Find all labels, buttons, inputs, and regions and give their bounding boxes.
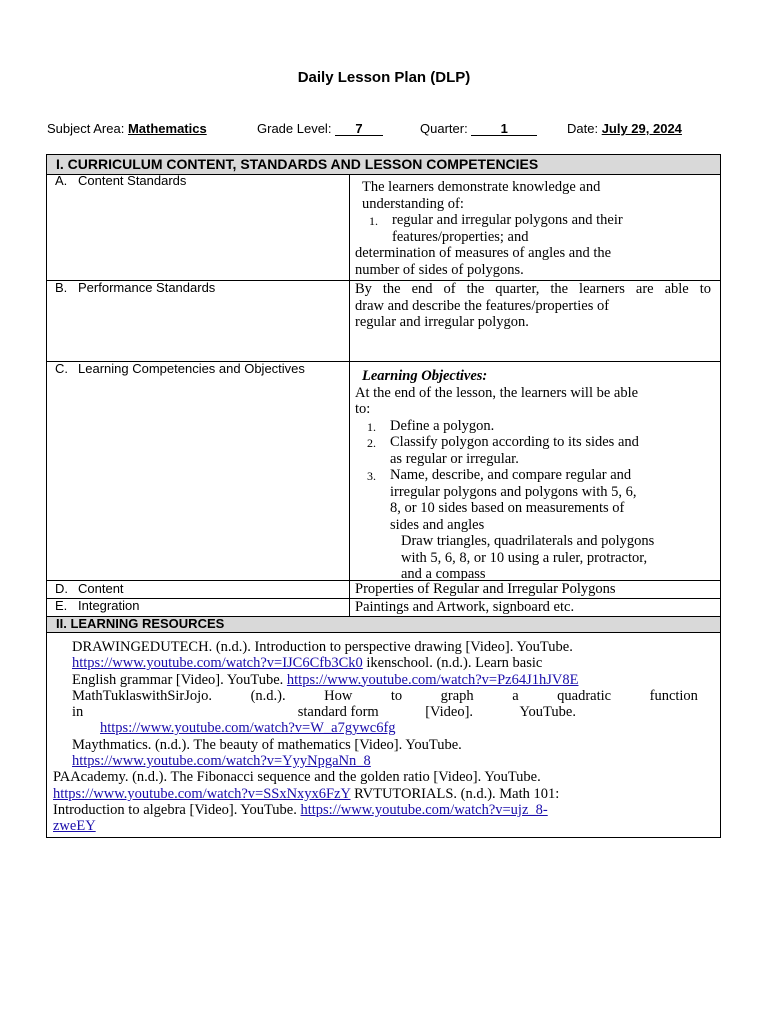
resource-3-link[interactable]: https://www.youtube.com/watch?v=W_a7gywc6fg (100, 720, 396, 737)
performance-standards-label: B. Performance Standards (55, 280, 216, 295)
section-1-heading: I. CURRICULUM CONTENT, STANDARDS AND LESSON COMPETENCIES (56, 156, 539, 172)
resource-4-link[interactable]: https://www.youtube.com/watch?v=YyyNpgaNn_8 (72, 753, 371, 770)
resource-6-link[interactable]: https://www.youtube.com/watch?v=ujz_8- (300, 801, 548, 818)
integration-label: E. Integration (55, 598, 140, 613)
grade-value: 7 (335, 122, 383, 136)
integration-value: Paintings and Artwork, signboard etc. (355, 599, 575, 615)
resource-5-link[interactable]: https://www.youtube.com/watch?v=SSxNxyx6FzY (53, 785, 351, 802)
resource-5: PAAcademy. (n.d.). The Fibonacci sequence and the golden ratio [Video]. YouTube. (53, 769, 541, 786)
objectives-heading: Learning Objectives: (362, 368, 488, 384)
quarter-label: Quarter: (420, 121, 472, 136)
resource-1: DRAWINGEDUTECH. (n.d.). Introduction to perspective drawing [Video]. YouTube. (72, 639, 573, 655)
divider (47, 632, 720, 633)
lesson-date (567, 121, 682, 136)
learning-resources-list: DRAWINGEDUTECH. (n.d.). Introduction to perspective drawing [Video]. YouTube. https://www.youtube.com/watch?v=IJC6Cfb3Ck0 ikenschool. (n.d.). Learn basic English grammar [Video]. YouTube. https://www.youtube.com/watch?v=Pz64J1hJV8E MathTuklaswithSirJojo. (n.d.). How to graph a quadratic function in standard form [Video]. YouTube. https://www.youtube.com/watch?v=W_a7gywc6fg Maythmatics. (n.d.). The beauty of mathematics [Video]. YouTube. https://www.youtube.com/watch?v=YyyNpgaNn_8 PAAcademy. (n.d.). The Fibonacci sequence and the golden ratio [Video]. YouTube. https://www.youtube.com/watch?v=SSxNxyx6FzY RVTUTORIALS. (n.d.). Math 101: Introduction to algebra [Video]. YouTube. https://www.youtube.com/watch?v=ujz_8- zweEY (53, 639, 717, 835)
resource-6-link-continued[interactable]: zweEY (53, 818, 96, 835)
document-title: Daily Lesson Plan (DLP) (297, 69, 471, 86)
content-value: Properties of Regular and Irregular Polygons (355, 581, 616, 597)
resource-2: ikenschool. (n.d.). Learn basic (362, 655, 543, 672)
lesson-plan-table (46, 154, 721, 838)
grade-label: Grade Level: (257, 121, 336, 136)
resource-6: RVTUTORIALS. (n.d.). Math 101: (350, 785, 560, 802)
resource-1-link[interactable]: https://www.youtube.com/watch?v=IJC6Cfb3Ck0 (72, 655, 363, 672)
objective-4: Draw triangles, quadrilaterals and polygons (401, 533, 655, 549)
objective-1: 1. Define a polygon. (367, 417, 495, 434)
subject-label: Subject Area: (47, 121, 128, 136)
date-label: Date: (567, 121, 602, 136)
quarter (420, 121, 537, 136)
section-2-heading: II. LEARNING RESOURCES (56, 616, 225, 631)
objective-2: 2. Classify polygon according to its sides and (367, 434, 639, 450)
subject-value: Mathematics (127, 121, 207, 136)
competencies-label: C. Learning Competencies and Objectives (55, 361, 305, 376)
objective-3: 3. Name, describe, and compare regular and (367, 467, 632, 483)
content-standards-label: A. Content Standards (55, 173, 187, 188)
grade-level (257, 121, 383, 136)
resource-2-link[interactable]: https://www.youtube.com/watch?v=Pz64J1hJV8E (286, 671, 579, 688)
resource-3: MathTuklaswithSirJojo. (n.d.). How to graph a quadratic function (72, 687, 698, 704)
column-divider (349, 174, 350, 619)
resource-4: Maythmatics. (n.d.). The beauty of mathematics [Video]. YouTube. (72, 736, 462, 753)
content-standards-text: The learners demonstrate knowledge and understanding of: 1. regular and irregular polygons and their features/properties; and determination of measures of angles and the number of sides of polygons. (355, 179, 623, 278)
date-value: July 29, 2024 (601, 121, 682, 136)
content-label: D. Content (55, 581, 124, 596)
quarter-value: 1 (471, 122, 537, 136)
subject-area (47, 121, 207, 136)
lesson-meta (47, 121, 727, 137)
learning-objectives: Learning Objectives: At the end of the lesson, the learners will be able to: 1. Define a polygon. 2. Classify polygon according to its sides and as regular or irregular. 3. Name, describe, and compare regular and irregular polygons and polygons with 5, 6, 8, or 10 sides based on measurements of sides and angles Draw triangles, quadrilaterals and polygons with 5, 6, 8, or 10 using a ruler, protractor, and a compass (355, 368, 715, 583)
performance-standards-text: By the end of the quarter, the learners are able to draw and describe the features/properties of regular and irregular polygon. (355, 281, 711, 330)
